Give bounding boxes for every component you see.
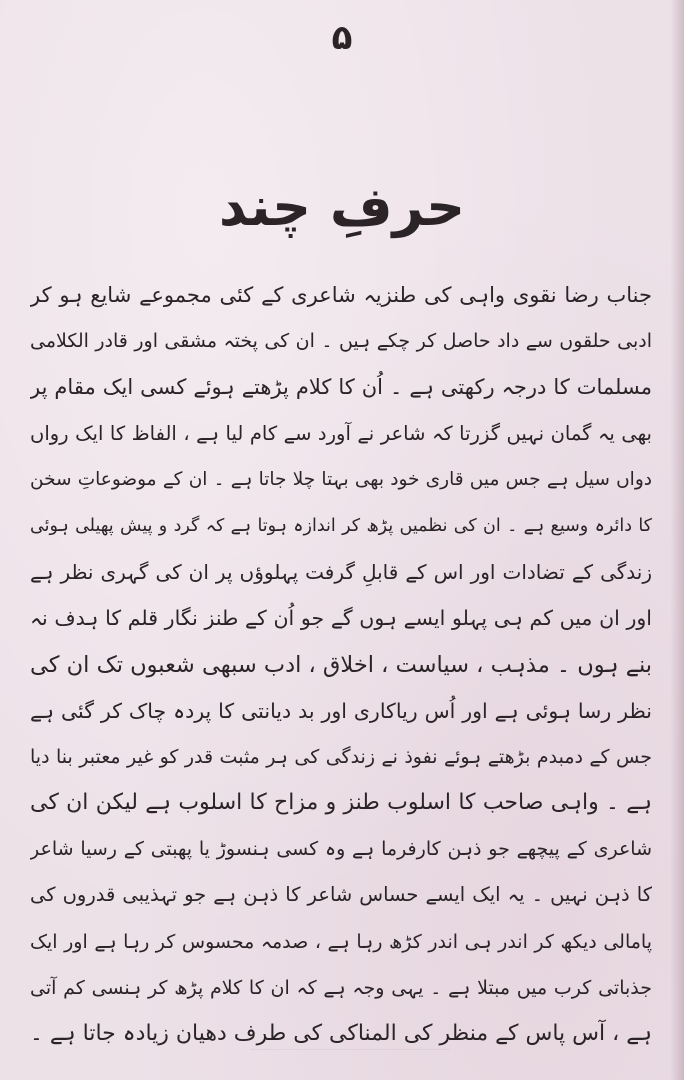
page-edge-shadow	[670, 0, 684, 1080]
text-line: ہے ۔ واہی صاحب کا اسلوب طنز و مزاح کا اسلوب ہے لیکن ان کی	[30, 790, 652, 816]
text-line: زندگی کے تضادات اور اس کے قابلِ گرفت پہلوؤں پر ان کی گہری نظر ہے	[30, 560, 652, 585]
text-line: دواں سیل ہے جس میں قاری خود بھی بہتا چلا جاتا ہے ۔ ان کے موضوعاتِ سخن	[30, 468, 652, 490]
text-line: اور ان میں کم ہی پہلو ایسے ہوں گے جو اُن کے طنز نگار قلم کا ہدف نہ	[30, 606, 652, 631]
text-line: بھی یہ گمان نہیں گزرتا کہ شاعر نے آورد سے کام لیا ہے ، الفاظ کا ایک رواں	[30, 421, 652, 445]
text-line: جذباتی کرب میں مبتلا ہے ۔ یہی وجہ ہے کہ ان کا کلام پڑھ کر ہنسی کم آتی	[30, 976, 652, 999]
text-line: بنے ہوں ۔ مذہب ، سیاست ، اخلاق ، ادب سبھی شعبوں تک ان کی	[30, 651, 652, 678]
page-heading: حرفِ چند	[218, 175, 466, 238]
faded-stamp-mark	[250, 1049, 450, 1076]
text-line: ہے ، آس پاس کے منظر کی المناکی کی طرف دھیان زیادہ جاتا ہے ۔	[30, 1021, 652, 1046]
text-line: مسلمات کا درجہ رکھتی ہے ۔ اُن کا کلام پڑھتے ہوئے کسی ایک مقام پر	[30, 375, 652, 400]
body-paragraph	[30, 272, 652, 1057]
text-line: پامالی دیکھ کر اندر ہی اندر کڑھ رہا ہے ، صدمہ محسوس کر رہا ہے اور ایک	[30, 930, 652, 953]
text-line: جناب رضا نقوی واہی کی طنزیہ شاعری کے کئی مجموعے شایع ہو کر	[30, 283, 652, 307]
text-line: کا دائرہ وسیع ہے ۔ ان کی نظمیں پڑھ کر اندازہ ہوتا ہے کہ گرد و پیش پھیلی ہوئی	[30, 515, 652, 536]
text-line: شاعری کے پیچھے جو ذہن کارفرما ہے وہ کسی ہنسوڑ یا پھبتی کے رسیا شاعر	[30, 838, 652, 861]
page-number: ۵	[331, 18, 353, 58]
text-line: کا ذہن نہیں ۔ یہ ایک ایسے حساس شاعر کا ذہن ہے جو تہذیبی قدروں کی	[30, 883, 652, 907]
text-line: جس کے دمبدم بڑھتے ہوئے نفوذ نے زندگی کی ہر مثبت قدر کو غیر معتبر بنا دیا	[30, 745, 652, 768]
text-line: نظر رسا ہوئی ہے اور اُس ریاکاری اور بد دیانتی کا پردہ چاک کر گئی ہے	[30, 698, 652, 723]
text-line: ادبی حلقوں سے داد حاصل کر چکے ہیں ۔ ان کی پختہ مشقی اور قادر الکلامی	[30, 330, 652, 353]
